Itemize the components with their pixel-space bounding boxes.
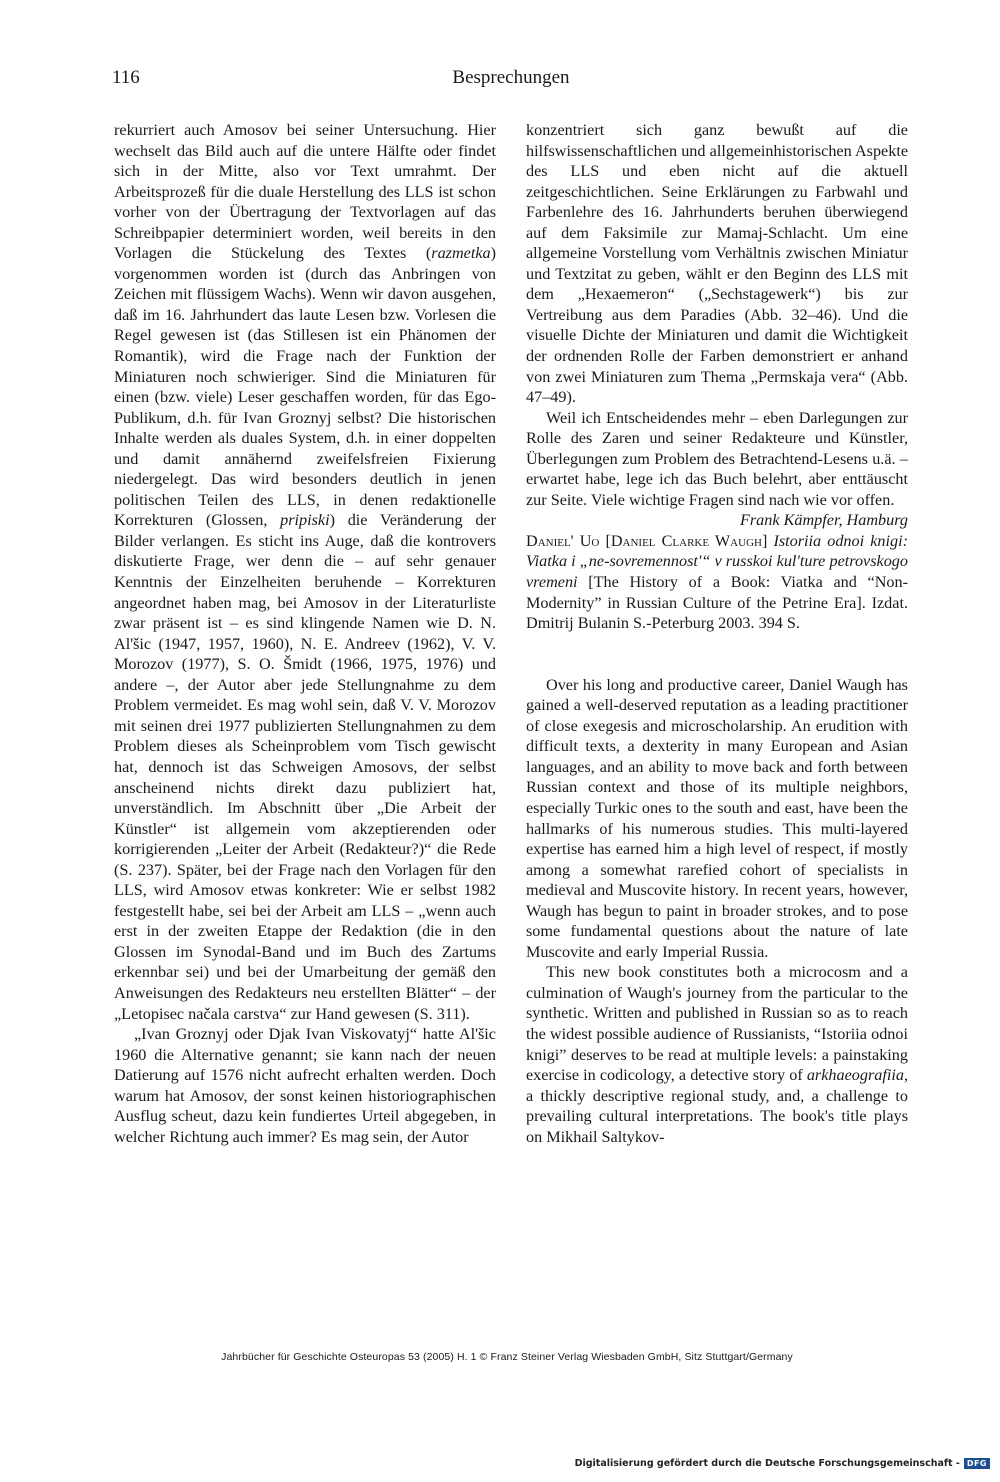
- left-column: [114, 120, 496, 1147]
- dfg-logo-icon: DFG: [964, 1458, 990, 1469]
- review-title: Istoriia odnoi knigi: Viatka i „ne-sovremennost'“ v russkoi kul'ture petrovskogo vremeni: [526, 531, 908, 592]
- running-head: Besprechungen: [452, 67, 570, 88]
- left-paragraph-2: „Ivan Groznyj oder Djak Ivan Viskovatyj“ hatte Al'šic 1960 die Alternative genannt; sie kann nach der neuen Datierung auf 1576 nicht aufrecht erhalten werden. Doch warum hat Amosov, der sonst keinen historiographischen Ausflug scheut, dazu kein fundiertes Urteil abgegeben, in welcher Richtung auch immer? Es mag sein, der Autor: [114, 1025, 496, 1146]
- dfg-note-text: Digitalisierung gefördert durch die Deutsche Forschungsgemeinschaft -: [574, 1458, 960, 1469]
- review-citation: Daniel' Uo [Daniel Clarke Waugh] Istoriia odnoi knigi: Viatka i „ne-sovremennost'“ v russkoi kul'ture petrovskogo vremeni [The History of a Book: Viatka and “Non-Modernity” in Russian Culture of the Petrine Era]. Izdat. Dmitrij Bulanin S.-Peterburg 2003. 394 S.: [526, 531, 908, 633]
- page-number: 116: [112, 67, 140, 88]
- review-author: Daniel' Uo [Daniel Clarke Waugh]: [526, 531, 768, 550]
- right-paragraph-2: Weil ich Entscheidendes mehr – eben Darlegungen zur Rolle des Zaren und seiner Redakteure und Künstler, Überlegungen zum Problem des Betrachtend-Lesens u.ä. – erwartet habe, lege ich das Buch belehrt, aber enttäuscht zur Seite. Viele wichtige Fragen sind nach wie vor offen.: [526, 408, 908, 509]
- right-paragraph-3: Over his long and productive career, Daniel Waugh has gained a well-deserved reputation as a leading practitioner of close exegesis and microscholarship. An erudition with difficult texts, a dexterity in many European and Asian languages, and an ability to move back and forth between Russian context and those of its multiple neighbors, especially Turkic ones to the south and east, have been the hallmarks of his numerous studies. This multi-layered expertise has earned him a high level of respect, if mostly among a somewhat rarefied cohort of specialists in medieval and Muscovite history. In recent years, however, Waugh has begun to paint in broader strokes, and to pose some fundamental questions about the nature of late Muscovite and early Imperial Russia.: [526, 675, 908, 961]
- right-paragraph-1: konzentriert sich ganz bewußt auf die hilfswissenschaftlichen und allgemeinhistorischen Aspekte des LLS und eben nicht auf die aktuell zeitgeschichtlichen. Seine Erklärungen zu Farbwahl und Farbenlehre des 16. Jahrhunderts beruhen überwiegend auf dem Faksimile zur Mamaj-Schlacht. Um eine allgemeine Vorstellung vom Verhältnis zwischen Miniatur und Textzitat zu geben, wählt er den Beginn des LLS mit dem „Hexaemeron“ („Sechstagewerk“) bis zur Vertreibung aus dem Paradies (Abb. 32–46). Und die visuelle Dichte der Miniaturen und damit die Wichtigkeit der ordnenden Rolle der Farben demonstriert er anhand von zwei Miniaturen zum Thema „Permskaja vera“ (Abb. 47–49).: [526, 121, 908, 407]
- right-paragraph-4: This new book constitutes both a microcosm and a culmination of Waugh's journey from the particular to the synthetic. Written and published in Russian so as to reach the widest possible audience of Russianists, “Istoriia odnoi knigi” deserves to be read at multiple levels: a painstaking exercise in codicology, a detective story of arkhaeografiia, a thickly descriptive regional study, and, a challenge to prevailing cultural interpretations. The book's title plays on Mikhail Saltykov-: [526, 963, 908, 1146]
- left-paragraph-1: rekurriert auch Amosov bei seiner Untersuchung. Hier wechselt das Bild auch auf die untere Hälfte oder findet sich in der Mitte, also vor Text umrahmt. Der Arbeitsprozeß für die duale Herstellung des LLS ist schon vorher von der Übertragung der Textvorlagen auf das Schreibpapier determiniert worden, weil bereits in den Vorlagen die Stückelung des Textes (razmetka) vorgenommen worden ist (durch das Anbringen von Zeichen mit flüssigem Wachs). Wenn wir davon ausgehen, daß im 16. Jahrhundert das laute Lesen bzw. Vorlesen die Regel gewesen ist (das Stillesen ist ein Phänomen der Romantik), wird die Frage nach der Funktion der Miniaturen noch schwieriger. Sind die Miniaturen für einen (bzw. viele) Leser geschaffen worden, für das Ego-Publikum, d.h. für Ivan Groznyj selbst? Die historischen Inhalte werden als duales System, d.h. in einer doppelten und damit annähernd zweifelsfreien Fixierung niedergelegt. Das wird besonders deutlich in jenen politischen Teilen des LLS, in denen redaktionelle Korrekturen (Glossen, pripiski) die Veränderung der Bilder verlangen. Es sticht ins Auge, daß die kontrovers diskutierte Frage, wer denn die – auf sehr genauer Kenntnis der Einzelheiten beruhende – Korrekturen angeordnet haben mag, bei Amosov in der Literaturliste zwar präsent ist – es sind klingende Namen wie D. N. Al'šic (1947, 1957, 1960), N. E. Andreev (1962), V. V. Morozov (1977), S. O. Šmidt (1966, 1975, 1976) und andere –, der Autor aber jede Stellungnahme zu dem Problem vermeidet. Es mag wohl sein, daß V. V. Morozov mit seinen drei 1977 publizierten Stellungnahmen zu dem Problem dieses als Scheinproblem vom Tisch gewischt hat, dennoch ist das Schweigen Amosovs, der selbst anscheinend nichts direkt dazu publiziert hat, unverständlich. Im Abschnitt über „Die Arbeit der Künstler“ ist allgemein vom akzeptierenden oder korrigierenden „Leiter der Arbeit (Redakteur?)“ die Rede (S. 237). Später, bei der Frage nach den Vorlagen für den LLS, wird Amosov etwas konkreter: Wie er selbst 1982 festgestellt habe, sei bei der Arbeit am LLS – „wenn auch erst in der zweiten Etappe der Redaktion (die in den Glossen im Synodal-Band und im Buch des Zartums erkennbar sei) und bei der Umarbeitung der gemäß den Anweisungen des Redakteurs neu erstellten Blätter“ – der „Letopisec načala carstva“ zur Hand gewesen (S. 311).: [114, 121, 496, 1023]
- review-signature: Frank Kämpfer, Hamburg: [739, 511, 908, 530]
- review-body: [526, 675, 908, 1148]
- dfg-funding-note: [575, 1458, 990, 1469]
- journal-footer: Jahrbücher für Geschichte Osteuropas 53 (2005) H. 1 © Franz Steiner Verlag Wiesbaden GmbH, Sitz Stuttgart/Germany: [221, 1351, 793, 1363]
- right-column: [526, 120, 908, 1147]
